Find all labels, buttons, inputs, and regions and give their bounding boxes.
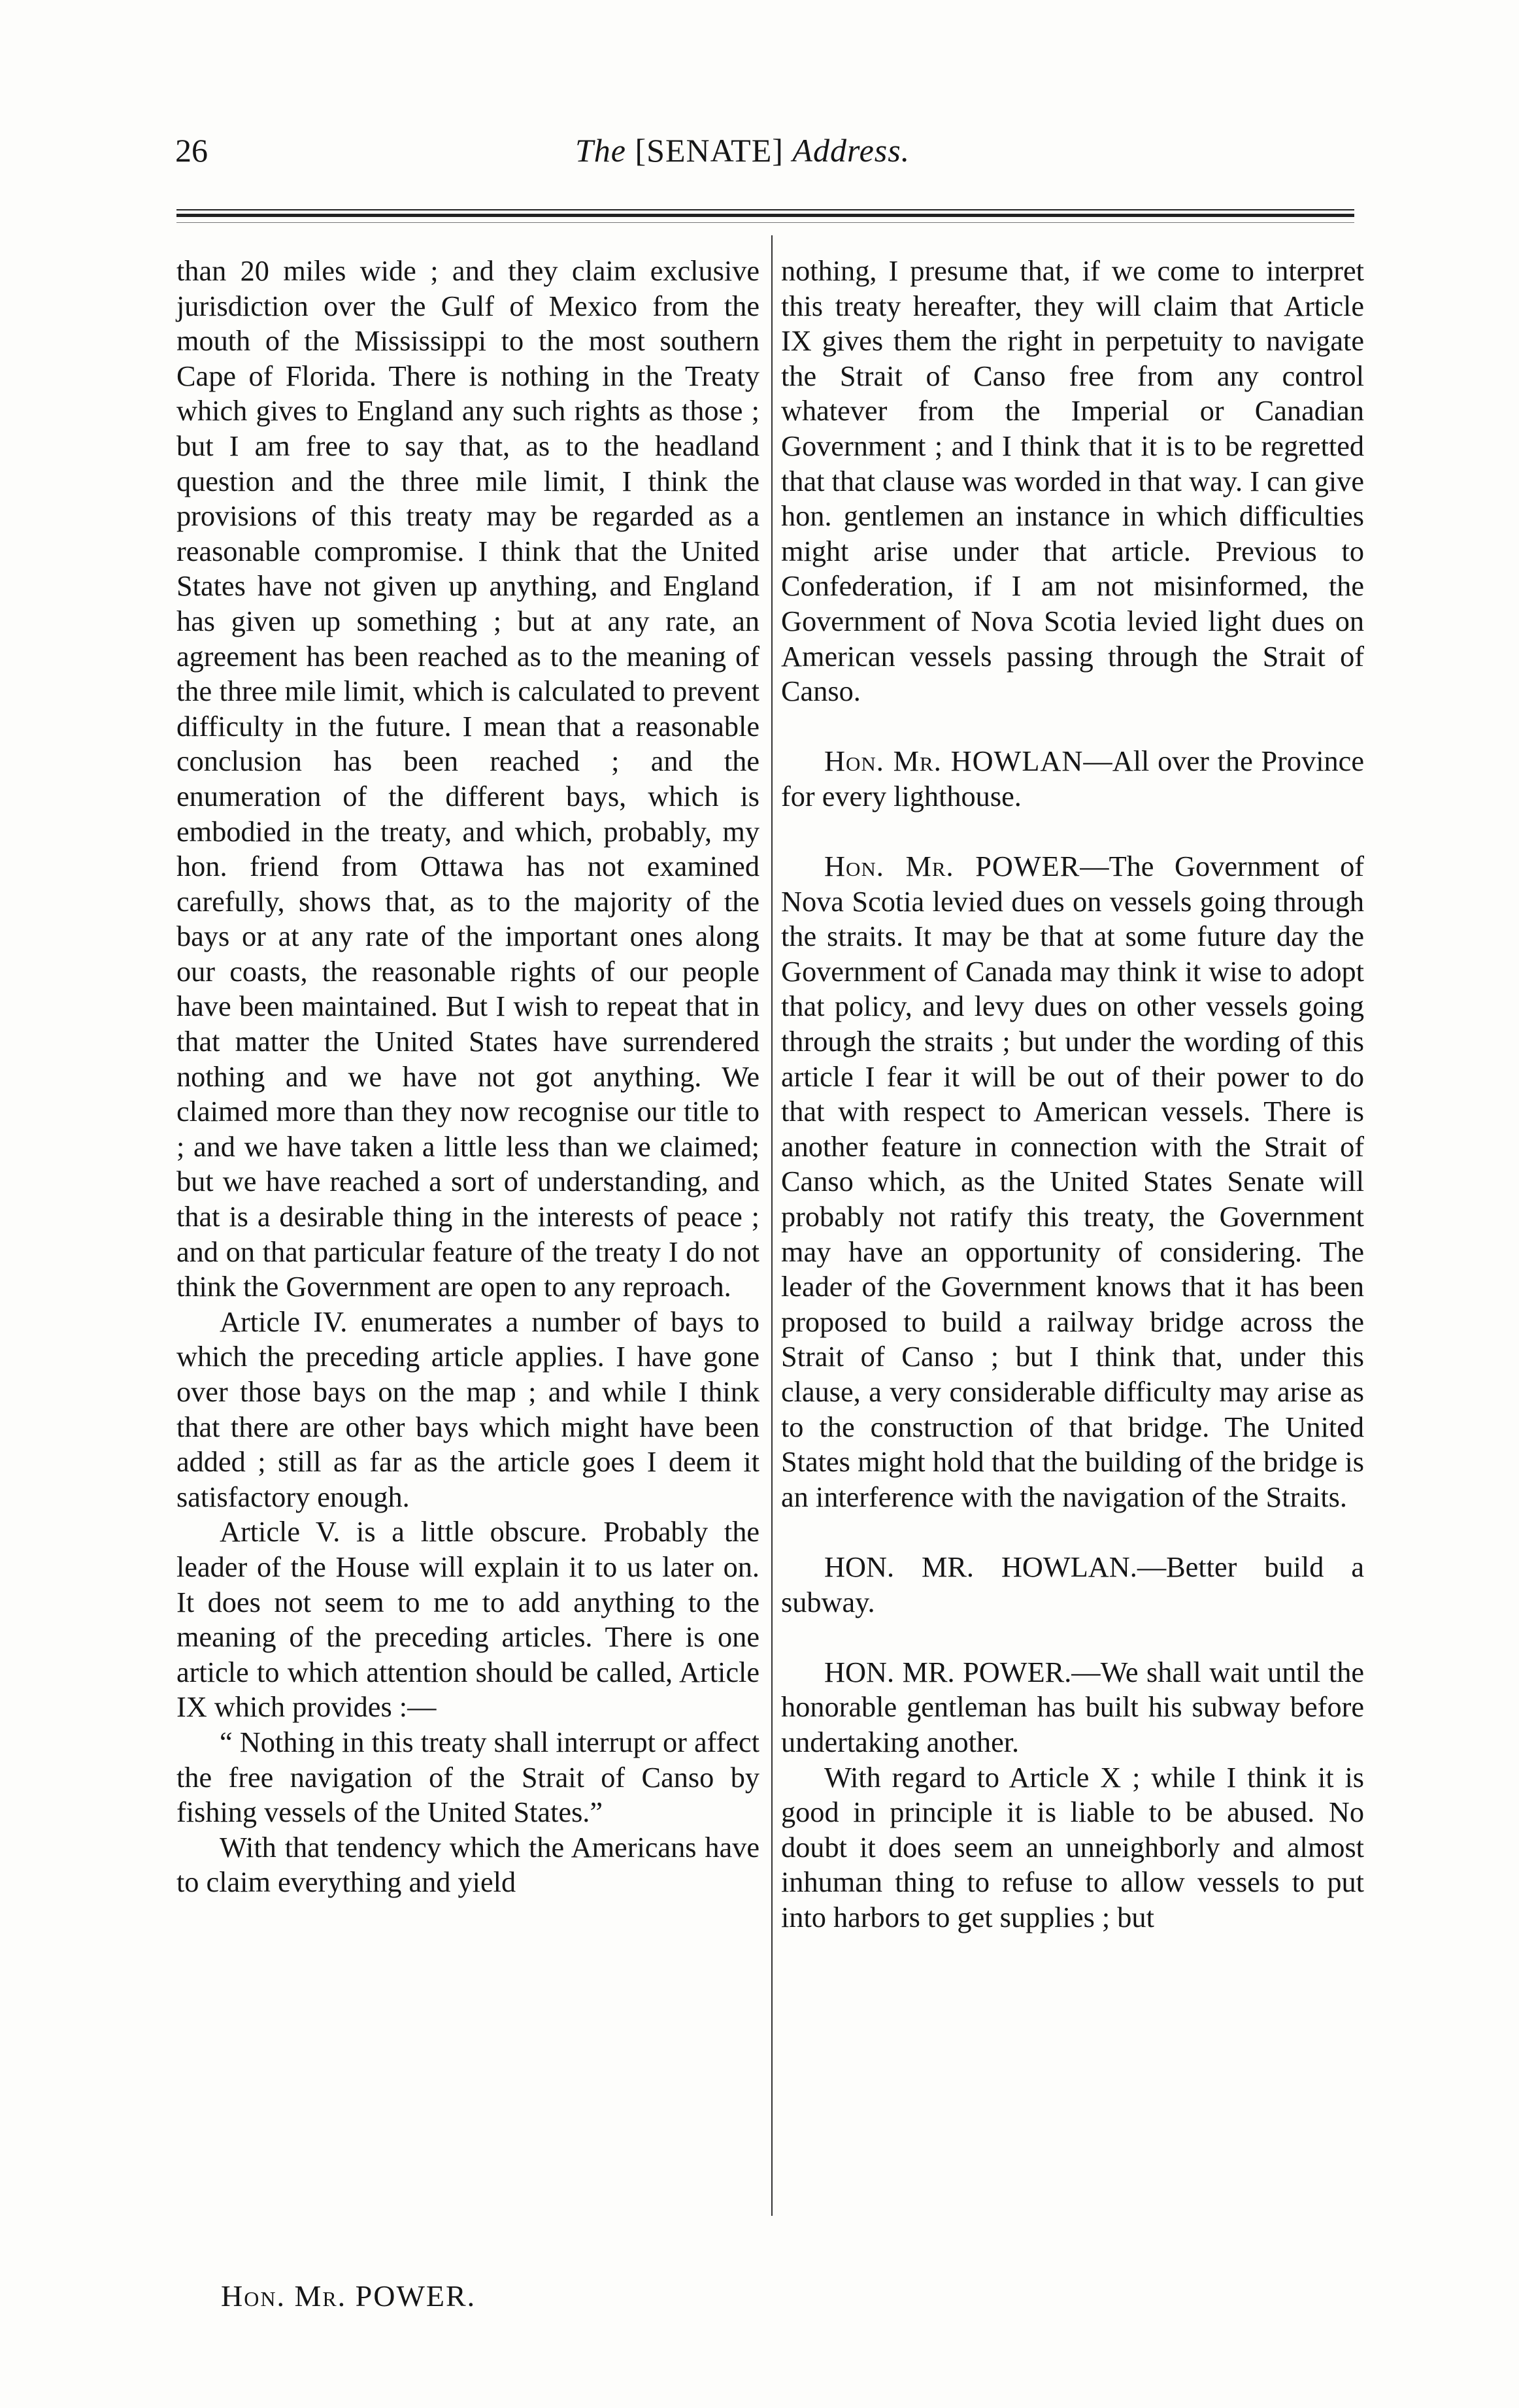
running-title	[575, 134, 910, 167]
speech-text: —Better build a subway.	[781, 1550, 1364, 1618]
left-paragraph-article-iv: Article IV. enumerates a number of bays to which the preceding article applies. I have gone over those bays on the map ; and while I think that there are other bays which might have been added ; still as far as the article goes I deem it satisfactory enough.	[176, 1305, 760, 1513]
speech-text: —All over the Province for every lighthouse.	[781, 745, 1364, 812]
header-rule-thick	[176, 214, 1354, 217]
speech-power-1	[781, 849, 1364, 1514]
speech-power-2	[781, 1655, 1364, 1760]
speaker-name: Hon. Mr. POWER	[824, 850, 1080, 883]
left-column	[176, 254, 760, 1900]
page-number: 26	[175, 132, 208, 169]
header-rule-hairline	[176, 222, 1354, 223]
left-paragraph-article-v: Article V. is a little obscure. Probably the leader of the House will explain it to us later on. It does not seem to me to add anything to the meaning of the preceding articles. There is one article to which attention should be called, Article IX which provides :—	[176, 1516, 760, 1724]
speaker-name: Hon. Mr. HOWLAN	[824, 745, 1084, 778]
running-title-suffix: Address.	[792, 132, 910, 169]
column-divider	[771, 235, 773, 2216]
running-title-prefix: The	[575, 132, 626, 169]
speech-text: —The Government of Nova Scotia levied dues on vessels going through the straits. It may be that at some future day the Government of Canada may think it wise to adopt that policy, and levy dues on other vessels going through the straits ; but under the wording of this article I fear it will be out of their power to do that with respect to American vessels. There is another feature in connection with the Strait of Canso which, as the United States Senate will probably not ratify this treaty, the Government may have an opportunity of considering. The leader of the Government knows that it has been proposed to build a railway bridge across the Strait of Canso ; but I think that, under this clause, a very considerable difficulty may arise as to the construction of that bridge. The United States might hold that the building of the bridge is an interference with the navigation of the Straits.	[781, 850, 1364, 1513]
running-title-bracket: [SENATE]	[635, 132, 784, 169]
header-rule-thin	[176, 209, 1354, 210]
speech-text: —We shall wait until the honorable gentleman has built his subway before undertaking another.	[781, 1656, 1364, 1758]
speech-howlan-1	[781, 744, 1364, 814]
left-paragraph-treaty-quote: “ Nothing in this treaty shall interrupt or affect the free navigation of the Strait of Canso by fishing vessels of the United States.”	[176, 1726, 760, 1829]
speaker-name: HON. MR. HOWLAN.	[824, 1550, 1137, 1583]
left-paragraph-continuation: than 20 miles wide ; and they claim exclusive jurisdiction over the Gulf of Mexico from the mouth of the Mississippi to the most southern Cape of Florida. There is nothing in the Treaty which gives to England any such rights as those ; but I am free to say that, as to the headland question and the three mile limit, I think the provisions of this treaty may be regarded as a reasonable compromise. I think that the United States have not given up anything, and England has given up something ; but at any rate, an agreement has been reached as to the meaning of the three mile limit, which is calculated to prevent difficulty in the future. I mean that a reasonable conclusion has been reached ; and the enumeration of the different bays, which is embodied in the treaty, and which, probably, my hon. friend from Ottawa has not examined carefully, shows that, as to the majority of the bays or at any rate of the important ones along our coasts, the reasonable rights of our people have been maintained. But I wish to repeat that in that matter the United States have surrendered nothing and we have not got anything. We claimed more than they now recognise our title to ; and we have taken a little less than we claimed; but we have reached a sort of understanding, and that is a desirable thing in the interests of peace ; and on that particular feature of the treaty I do not think the Government are open to any reproach.	[176, 255, 760, 1303]
right-column	[781, 254, 1364, 1935]
right-paragraph-article-x: With regard to Article X ; while I think it is good in principle it is liable to be abused. No doubt it does seem an unneighborly and almost inhuman thing to refuse to allow vessels to put into harbors to get supplies ; but	[781, 1761, 1364, 1933]
left-paragraph-americans: With that tendency which the Americans have to claim everything and yield	[176, 1831, 760, 1899]
speech-howlan-2	[781, 1550, 1364, 1620]
speaker-name: HON. MR. POWER.	[824, 1656, 1072, 1688]
footer-speaker-catchword: Hon. Mr. POWER.	[221, 2279, 476, 2313]
right-paragraph-continuation: nothing, I presume that, if we come to interpret this treaty hereafter, they will claim that Article IX gives them the right in perpetuity to navigate the Strait of Canso free from any control whatever from the Imperial or Canadian Government ; and I think that it is to be regretted that that clause was worded in that way. I can give hon. gentlemen an instance in which difficulties might arise under that article. Previous to Confederation, if I am not misinformed, the Government of Nova Scotia levied light dues on American vessels passing through the Strait of Canso.	[781, 255, 1364, 708]
